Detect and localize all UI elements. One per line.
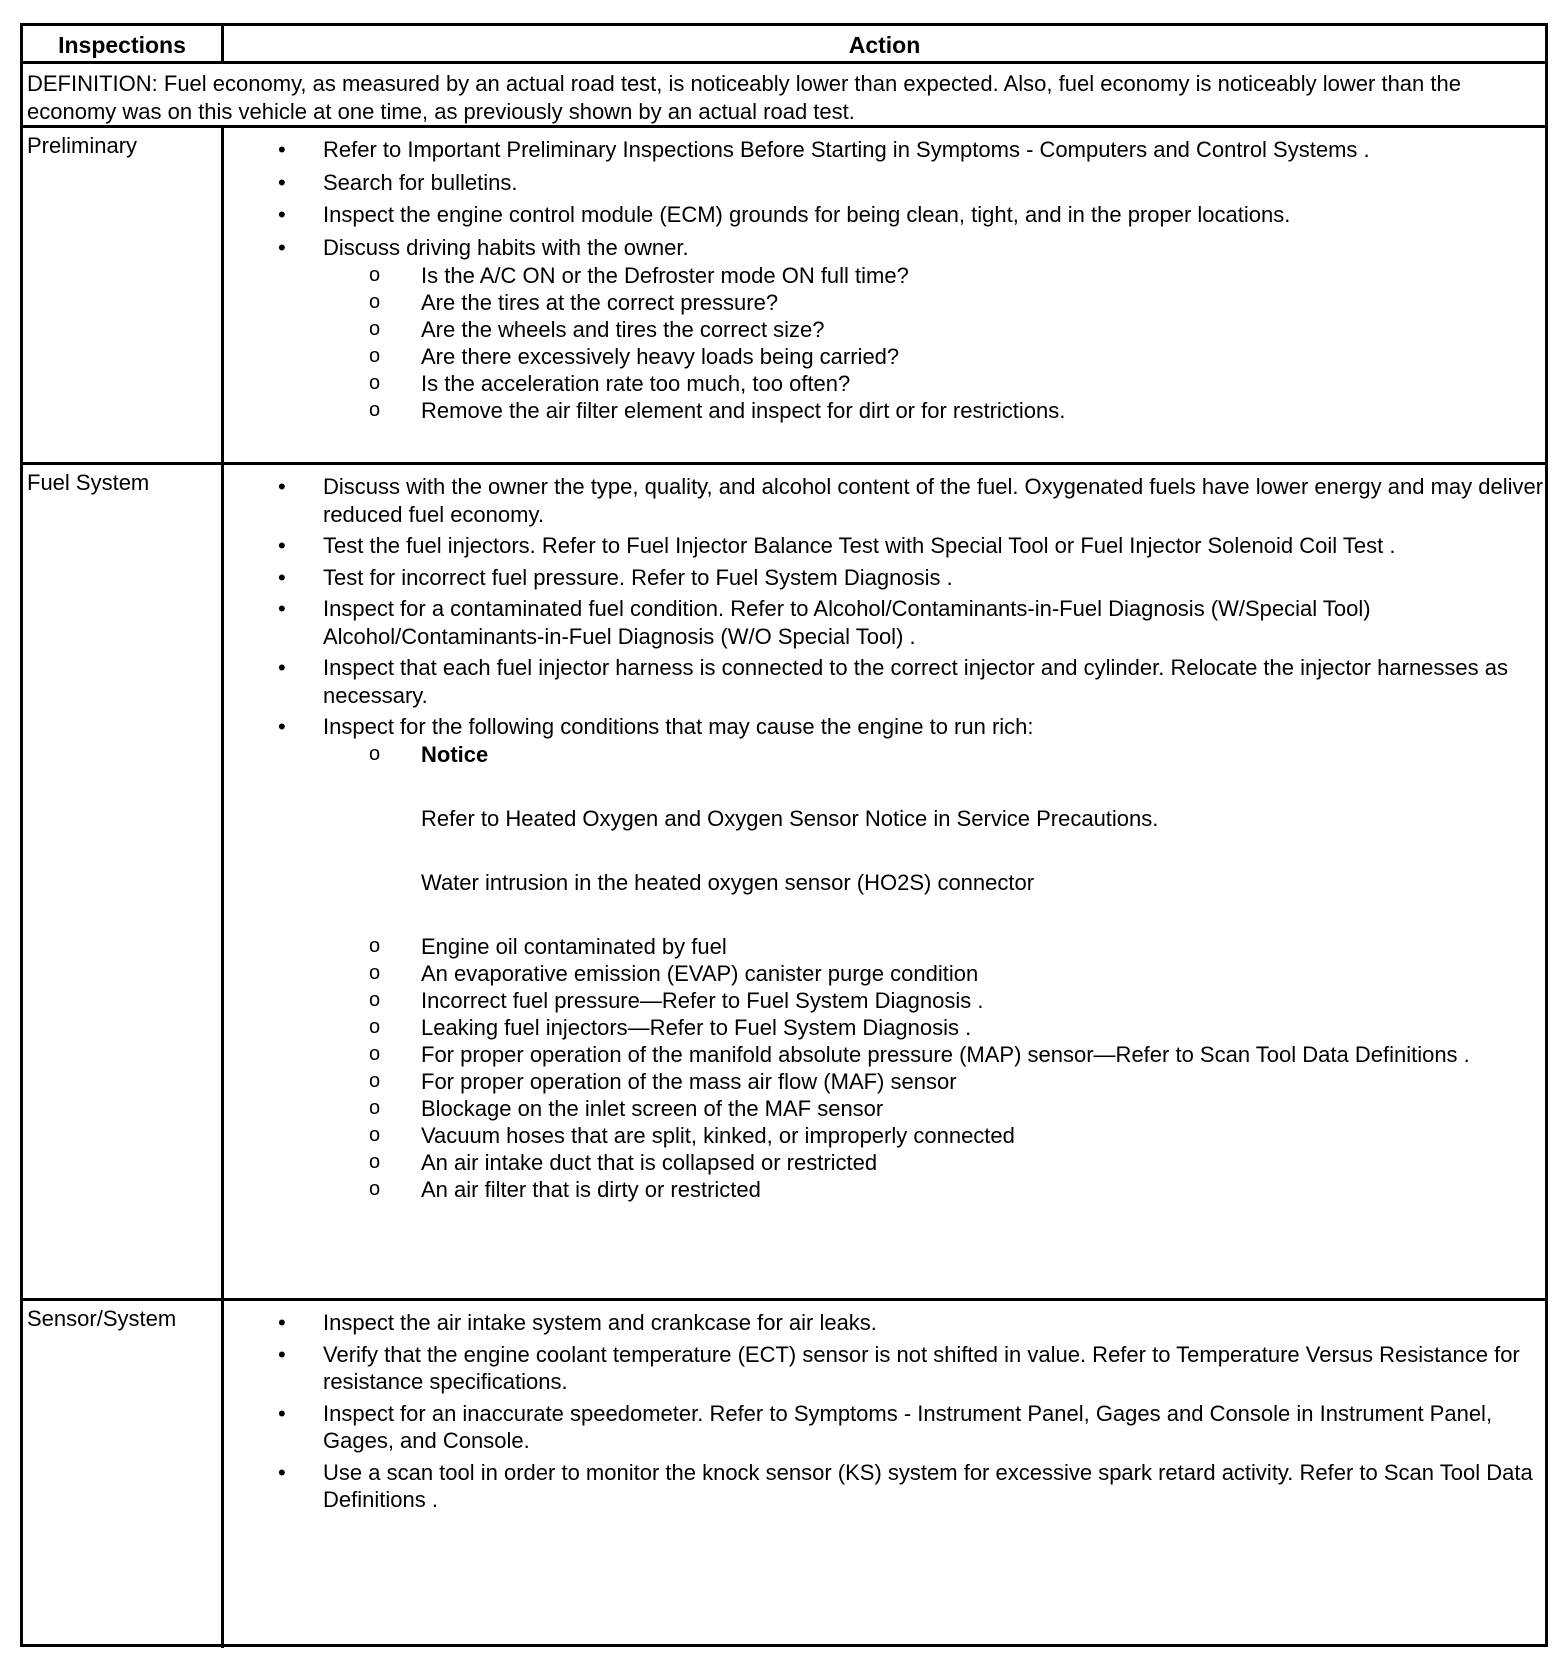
bullet-item: • Refer to Important Preliminary Inspections Before Starting in Symptoms - Computers and Control Systems . [278, 137, 1370, 162]
header-inspections: Inspections [58, 32, 186, 58]
bullet-item: • Inspect that each fuel injector harness is connected to the correct injector and cylinder. Relocate the injector harnesses as necessary. [278, 655, 1508, 708]
sensor-system-actions [224, 1309, 1545, 1518]
bullet-item: • Test the fuel injectors. Refer to Fuel Injector Balance Test with Special Tool or Fuel Injector Solenoid Coil Test . [278, 533, 1396, 558]
sub-item: o Is the A/C ON or the Defroster mode ON full time? [369, 263, 909, 288]
bullet-item: • Search for bulletins. [278, 169, 518, 195]
sub-item: o An air filter that is dirty or restricted [369, 1176, 761, 1202]
header-divider [221, 26, 224, 64]
fuel-system-actions [224, 473, 1545, 1203]
header-action: Action [848, 32, 921, 58]
preliminary-actions [224, 136, 1545, 424]
sub-item: o Are the wheels and tires the correct size? [369, 317, 825, 342]
sub-item: o Blockage on the inlet screen of the MAF sensor [369, 1095, 884, 1121]
sub-item: o Engine oil contaminated by fuel [369, 933, 727, 959]
notice-item: Water intrusion in the heated oxygen sensor (HO2S) connector [421, 869, 1035, 895]
sub-item: o Is the acceleration rate too much, too often? [369, 371, 851, 396]
sub-item: o For proper operation of the mass air flow (MAF) sensor [369, 1068, 957, 1094]
section-label-fuel-system: Fuel System [27, 470, 150, 495]
bullet-item: • Discuss driving habits with the owner. o Is the A/C ON or the Defroster mode ON full time? o Are the tires at the correct pressure? o Are the wheels and tires the correct size? o Are there excessively heavy loads being carried? o Is the acceleration rate too much, too often? o Remove the air filter element and inspect for dirt or for restrictions. [224, 234, 1545, 425]
section-label-sensor-system: Sensor/System [27, 1306, 177, 1331]
bullet-item: • Discuss with the owner the type, quality, and alcohol content of the fuel. Oxygenated fuels have lower energy and may deliver reduced fuel economy. [278, 474, 1544, 527]
header-rule [23, 61, 1545, 64]
sub-item: o An air intake duct that is collapsed or restricted [369, 1149, 878, 1175]
fuel-system-rule [23, 1298, 1545, 1301]
sub-item: o For proper operation of the manifold absolute pressure (MAP) sensor—Refer to Scan Tool Data Definitions . [369, 1041, 1470, 1067]
definition-rule [23, 125, 1545, 128]
preliminary-rule [23, 462, 1545, 465]
sub-item: o Are the tires at the correct pressure? [369, 290, 779, 315]
sub-item: o Are there excessively heavy loads being carried? [369, 344, 900, 369]
sub-item: o Remove the air filter element and inspect for dirt or for restrictions. [369, 398, 1066, 423]
bullet-item: • Test for incorrect fuel pressure. Refer to Fuel System Diagnosis . [278, 564, 953, 590]
bullet-item: • Use a scan tool in order to monitor the knock sensor (KS) system for excessive spark retard activity. Refer to Scan Tool Data Definitions . [278, 1459, 1533, 1512]
notice-title: Notice [421, 741, 489, 767]
bullet-item: • Inspect for an inaccurate speedometer. Refer to Symptoms - Instrument Panel, Gages and Console in Instrument Panel, Gages, and Console. [278, 1400, 1493, 1453]
inspection-table [20, 23, 1548, 1647]
sub-item: o Vacuum hoses that are split, kinked, or improperly connected [369, 1122, 1015, 1148]
bullet-item: • Inspect the engine control module (ECM) grounds for being clean, tight, and in the proper locations. [278, 202, 1291, 227]
bullet-item: • Inspect for a contaminated fuel condition. Refer to Alcohol/Contaminants-in-Fuel Diagnosis (W/Special Tool) Alcohol/Contaminants-in-Fuel Diagnosis (W/O Special Tool) . [278, 596, 1371, 649]
bullet-item: • Inspect the air intake system and crankcase for air leaks. [278, 1310, 877, 1335]
notice-text: Refer to Heated Oxygen and Oxygen Sensor Notice in Service Precautions. [421, 805, 1159, 831]
definition-text: DEFINITION: Fuel economy, as measured by an actual road test, is noticeably lower than expected. Also, fuel economy is noticeably lower than the economy was on this vehicle at one time, as previously shown by an actual road test. [27, 71, 1461, 124]
sub-item-notice: o Notice Refer to Heated Oxygen and Oxygen Sensor Notice in Service Precautions. Water intrusion in the heated oxygen sensor (HO2S) connector [322, 741, 1545, 896]
sub-item: o Incorrect fuel pressure—Refer to Fuel System Diagnosis . [369, 987, 984, 1013]
sub-item: o An evaporative emission (EVAP) canister purge condition [369, 960, 979, 986]
bullet-item: • Inspect for the following conditions that may cause the engine to run rich: o Notice Refer to Heated Oxygen and Oxygen Sensor Notice in Service Precautions. Water intrusion in the heated oxygen sensor (HO2S) connector o Engine oil contaminated by fuel o An evaporative emission (EVAP) canister purge condition o Incorrect fuel pressure—Refer to Fuel System Diagnosis . o Leaking fuel injectors—Refer to Fuel System Diagnosis . o For proper operation of the manifold absolute pressure (MAP) sensor—Refer to Scan Tool Data Definitions . o For proper operation of the mass air flow (MAF) sensor o Blockage on the inlet screen of the MAF sensor o Vacuum hoses that are split, kinked, or improperly connected o An air intake duct that is collapsed or restricted o An air filter that is dirty or restricted [224, 713, 1545, 1203]
sub-item: o Leaking fuel injectors—Refer to Fuel System Diagnosis . [369, 1014, 972, 1040]
section-label-preliminary: Preliminary [27, 133, 138, 158]
bullet-item: • Verify that the engine coolant temperature (ECT) sensor is not shifted in value. Refer to Temperature Versus Resistance for resistance specifications. [278, 1341, 1520, 1394]
